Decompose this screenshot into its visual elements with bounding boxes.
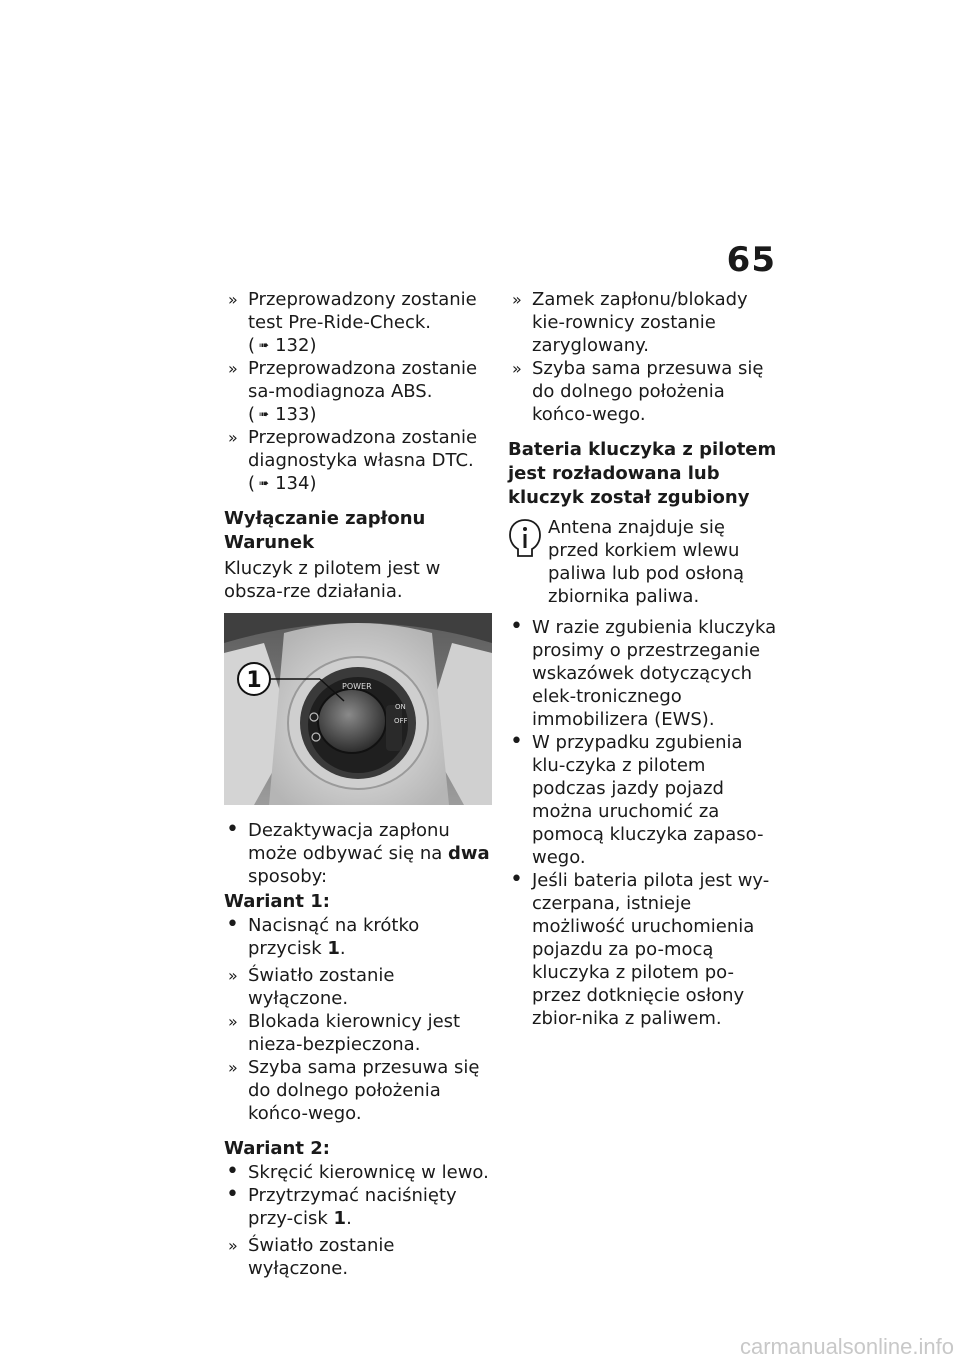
result-item: » Światło zostanie wyłączone. (228, 965, 395, 1009)
result-item: » Zamek zapłonu/blokady kie-rownicy zostanie zaryglowany. (512, 289, 748, 356)
result-marker-icon: » (228, 1058, 238, 1077)
condition-text: Kluczyk z pilotem jest w obsza-rze działania. (224, 558, 441, 602)
section-heading: Wyłączanie zapłonu (224, 508, 426, 529)
watermark: carmanualsonline.info (739, 1334, 954, 1359)
bullet-icon: • (226, 1182, 239, 1207)
info-note: Antena znajduje się przed korkiem wlewu paliwa lub pod osłoną zbiornika paliwa. (508, 516, 780, 608)
right-column (508, 288, 780, 1030)
off-label: OFF (394, 717, 408, 725)
info-icon (508, 518, 542, 558)
subheading-condition: Warunek (224, 532, 315, 553)
arrow-right-icon: ➠ (259, 338, 270, 352)
instruction-bullet: • Nacisnąć na krótko przycisk 1. (226, 912, 420, 959)
result-marker-icon: » (228, 359, 238, 378)
result-item: » Szyba sama przesuwa się do dolnego położenia końco-wego. (228, 1057, 480, 1124)
page-reference[interactable]: ( ➠ 133) (248, 404, 317, 425)
info-bullet: • W razie zgubienia kluczyka prosimy o przestrzeganie wskazówek dotyczących elek-tronicznego immobilizera (EWS). (510, 614, 777, 730)
instruction-bullet: • Dezaktywacja zapłonu może odbywać się na dwa sposoby: (226, 817, 490, 887)
result-item: » Blokada kierownicy jest nieza-bezpieczona. (228, 1011, 461, 1055)
power-label: POWER (342, 682, 372, 691)
result-marker-icon: » (228, 966, 238, 985)
section-heading: Bateria kluczyka z pilotem jest rozładowana lub kluczyk został zgubiony (508, 439, 777, 508)
bullet-icon: • (510, 867, 523, 892)
result-marker-icon: » (228, 290, 238, 309)
result-marker-icon: » (512, 359, 522, 378)
variant-2-heading: Wariant 2: (224, 1138, 330, 1159)
result-item: » Przeprowadzona zostanie diagnostyka własna DTC. ( ➠ 134) (228, 427, 478, 494)
instruction-bullet: • Skręcić kierownicę w lewo. (226, 1159, 489, 1184)
result-marker-icon: » (228, 1236, 238, 1255)
result-marker-icon: » (228, 428, 238, 447)
instruction-bullet: • Przytrzymać naciśnięty przy-cisk 1. (226, 1182, 457, 1229)
left-column (224, 288, 492, 1280)
ignition-switch-illustration (224, 613, 492, 805)
bullet-icon: • (226, 912, 239, 937)
result-item: » Szyba sama przesuwa się do dolnego położenia końco-wego. (512, 358, 764, 425)
bullet-icon: • (510, 729, 523, 754)
result-marker-icon: » (512, 290, 522, 309)
arrow-right-icon: ➠ (259, 476, 270, 490)
result-marker-icon: » (228, 1012, 238, 1031)
arrow-right-icon: ➠ (259, 407, 270, 421)
page-number: 65 (726, 240, 776, 280)
page-reference[interactable]: ( ➠ 134) (248, 473, 317, 494)
info-bullet: • W przypadku zgubienia klu-czyka z pilotem podczas jazdy pojazd można uruchomić za pomocą kluczyka zapaso-wego. (510, 729, 764, 868)
bullet-icon: • (510, 614, 523, 639)
variant-1-heading: Wariant 1: (224, 891, 330, 912)
bullet-icon: • (226, 817, 239, 842)
result-item: » Światło zostanie wyłączone. (228, 1235, 395, 1279)
ignition-switch-figure (224, 613, 492, 805)
result-item: » Przeprowadzony zostanie test Pre-Ride-Check. ( ➠ 132) (228, 289, 477, 356)
info-bullet: • Jeśli bateria pilota jest wy-czerpana, istnieje możliwość uruchomienia pojazdu za po-mocą kluczyka z pilotem po-przez dotknięcie osłony zbior-nika z paliwem. (510, 867, 770, 1029)
result-item: » Przeprowadzona zostanie sa-modiagnoza ABS. ( ➠ 133) (228, 358, 478, 425)
figure-callout-1: 1 (246, 668, 262, 693)
bullet-icon: • (226, 1159, 239, 1184)
page-reference[interactable]: ( ➠ 132) (248, 335, 317, 356)
on-label: ON (395, 703, 406, 711)
